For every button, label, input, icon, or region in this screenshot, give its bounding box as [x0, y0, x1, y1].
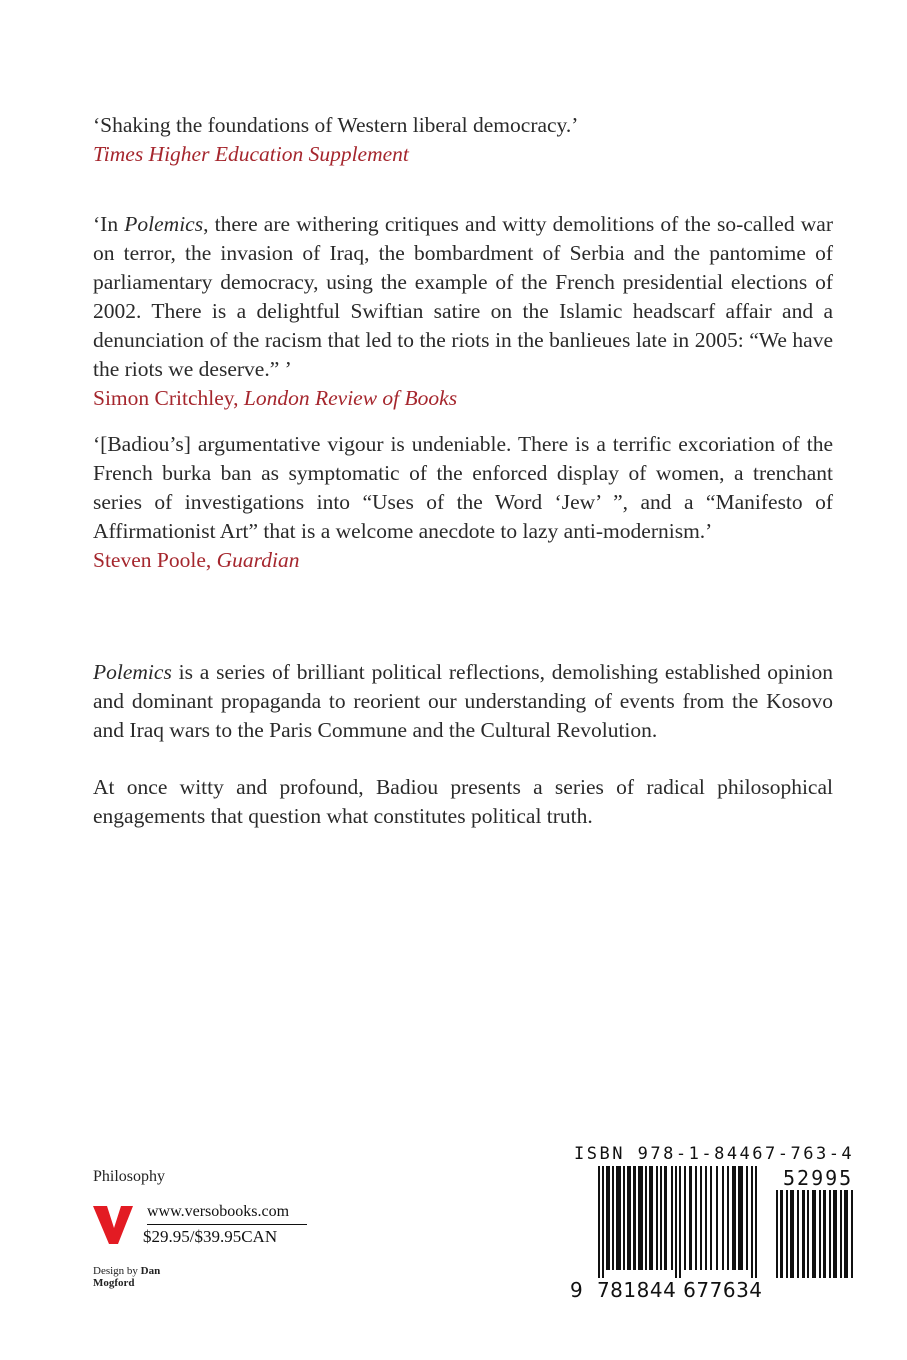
addon-price-code: 52995 [783, 1166, 854, 1190]
ean-barcode-icon [598, 1166, 758, 1278]
quote-1 [93, 111, 833, 169]
quote-author: Simon Critchley, [93, 386, 244, 410]
website-link[interactable]: www.versobooks.com [147, 1202, 307, 1225]
description-2: At once witty and profound, Badiou presents a series of radical philosophical engagements that question what constitutes political truth. [93, 775, 833, 828]
quote-attribution [93, 546, 833, 575]
publisher-block [93, 1168, 290, 1289]
category-label: Philosophy [93, 1168, 166, 1185]
quote-3 [93, 430, 833, 575]
description-1: Polemics is a series of brilliant political reflections, demolishing established opinion and dominant propaganda to reorient our understanding of events from the Kosovo and Iraq wars to the Paris Commune and the Cultural Revolution. [93, 660, 833, 742]
ean-number: 9 781844 677634 [570, 1278, 763, 1302]
price: $29.95/$39.95CAN [143, 1227, 278, 1246]
quote-source: Times Higher Education Supplement [93, 142, 409, 166]
book-title: Polemics [124, 212, 204, 236]
quote-source: London Review of Books [243, 386, 458, 410]
design-credit: Design by Dan Mogford [93, 1265, 161, 1289]
addon-barcode-icon [776, 1190, 854, 1278]
quote-text: ‘In Polemics, there are withering critiques and witty demolitions of the so-called war on terror, the invasion of Iraq, the bombardment of Serbia and the pantomime of parliamentary democracy, using the example of the French presidential elections of 2002. There is a delightful Swiftian satire on the Islamic headscarf affair and a denunciation of the racism that led to the riots in the banlieues late in 2005: “We have the riots we deserve.” ’ [93, 212, 833, 381]
quote-text: ‘[Badiou’s] argumentative vigour is undeniable. There is a terrific excoriation of the French burka ban as symptomatic of the enforced display of women, a trenchant series of investigations into “Uses of the Word ‘Jew’ ”, and a “Manifesto of Affirmationist Art” that is a welcome anecdote to lazy anti-modernism.’ [93, 432, 833, 543]
logo-row [93, 1202, 353, 1252]
barcode [570, 1144, 855, 1304]
quote-source: Guardian [216, 548, 300, 572]
book-title: Polemics [93, 660, 172, 684]
designer-name: Dan Mogford [93, 1265, 161, 1289]
quote-2 [93, 210, 833, 413]
isbn-label: ISBN 978-1-84467-763-4 [574, 1144, 855, 1164]
quote-attribution [93, 384, 833, 413]
verso-v-logo-icon [93, 1204, 133, 1244]
quote-author: Steven Poole, [93, 548, 217, 572]
quote-text: ‘Shaking the foundations of Western liberal democracy.’ [93, 113, 579, 137]
